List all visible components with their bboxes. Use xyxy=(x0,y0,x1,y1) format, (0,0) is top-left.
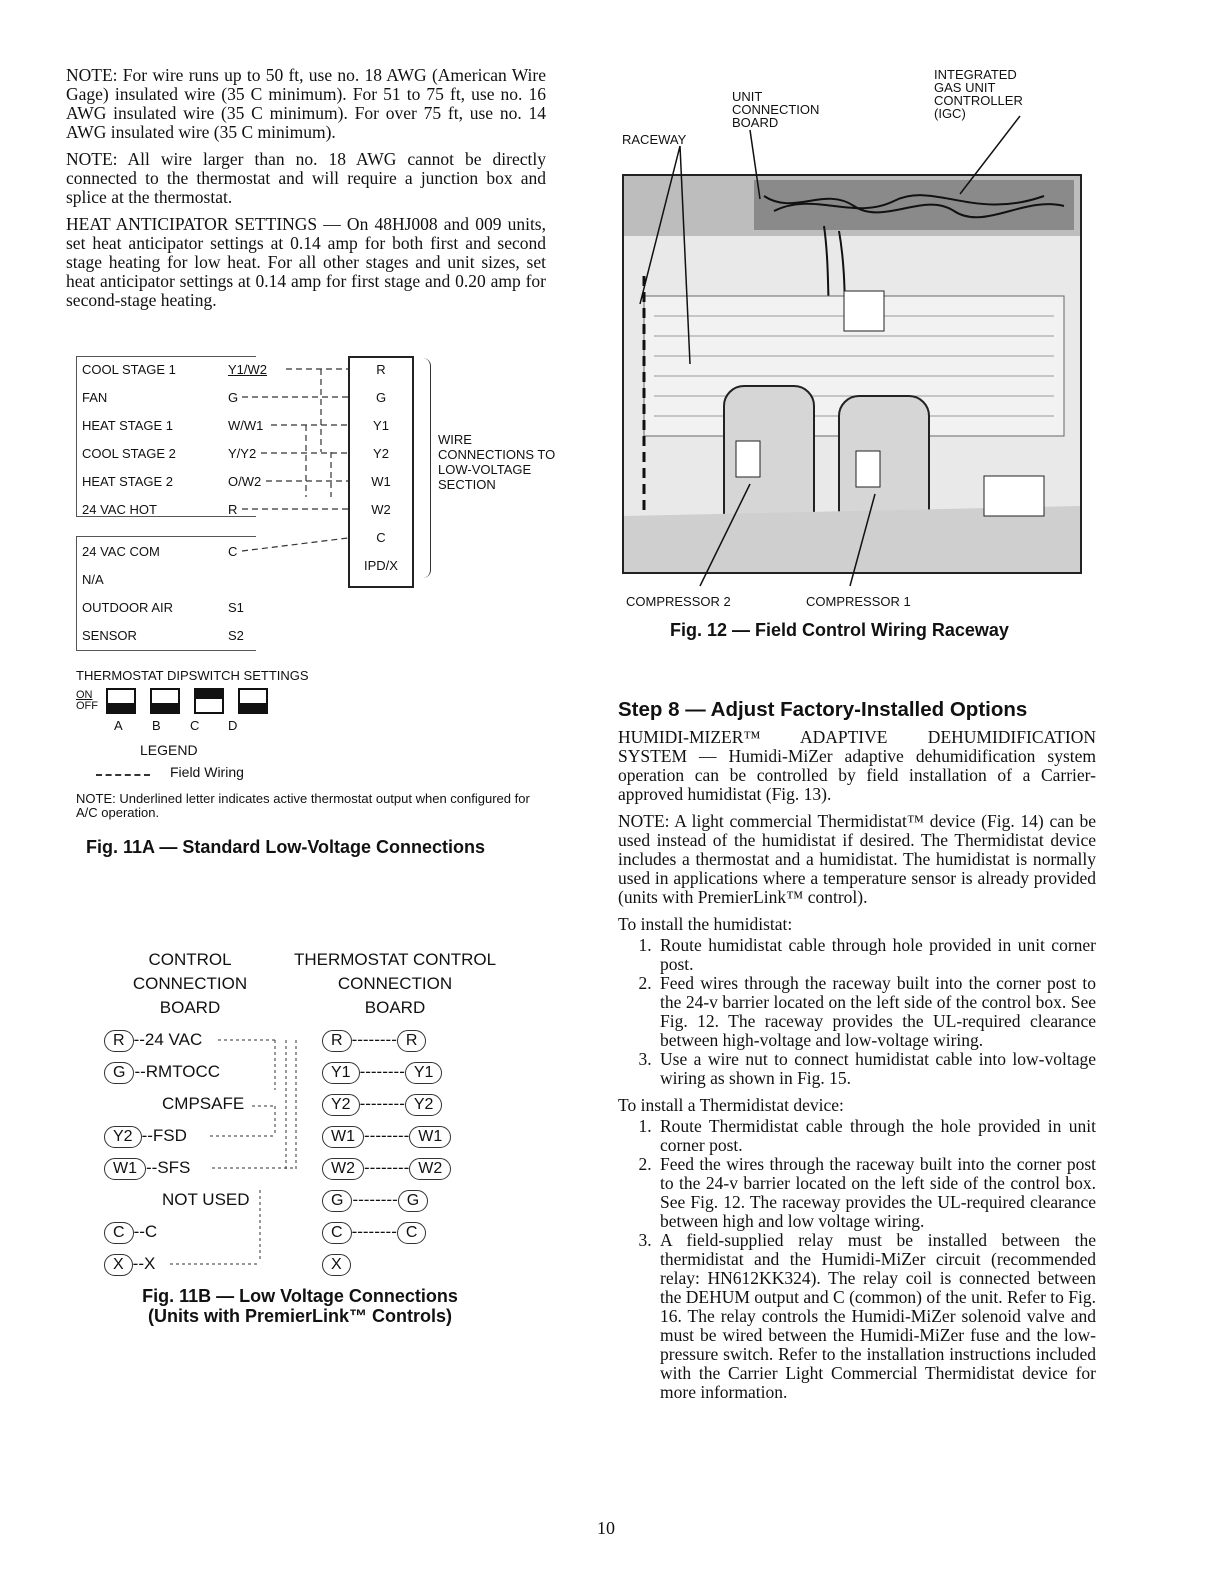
humidistat-steps xyxy=(618,936,1096,1088)
row-signal: Y/Y2 xyxy=(228,446,257,461)
row-label: N/A xyxy=(82,572,104,587)
row-label: SENSOR xyxy=(82,628,137,643)
terminal-x: X xyxy=(104,1254,133,1276)
item-label: 24 VAC xyxy=(144,1030,203,1049)
note-paragraph: NOTE: A light commercial Thermidistat™ device (Fig. 14) can be used instead of the humidistat if desired. The Thermidistat device includes a thermostat and a humidistat. The humidistat is normally used in applications where a temperature sensor is already provided (units with PremierLink™ control). xyxy=(618,811,1096,907)
legend-title: LEGEND xyxy=(140,742,198,758)
item-label: RMTOCC xyxy=(145,1062,221,1081)
list-item: 2. Feed the wires through the raceway built into the corner post to the 24-v barrier located on the left side of the control box. See Fig. 12. The raceway provides the UL-required clearance between high and low voltage wiring. xyxy=(656,1155,1096,1231)
row-label: HEAT STAGE 1 xyxy=(82,418,174,433)
label-integrated-gas-unit-controller: INTEGRATED GAS UNIT CONTROLLER (IGC) xyxy=(934,67,1023,121)
fig11a-note: NOTE: Underlined letter indicates active thermostat output when configured for A/C operation. xyxy=(76,791,530,820)
right-header-line: CONNECTION xyxy=(337,974,453,993)
item-label: SFS xyxy=(157,1158,191,1177)
row-label: COOL STAGE 2 xyxy=(82,446,176,461)
list-item: 3. A field-supplied relay must be installed between the thermidistat and the Humidi-MiZer circuit (recommended relay: HN612KK324). The relay coil is connected between the DEHUM output and C (common) of the unit. Refer to Fig. 16. The relay controls the Humidi-MiZer solenoid valve and must be wired between the Humidi-MiZer fuse and the low-pressure switch. Refer to the installation instructions included with the Carrier Light Commercial Thermidistat device for more information. xyxy=(656,1231,1096,1402)
legend-field-wiring: Field Wiring xyxy=(170,764,244,780)
fig12-leader-lines xyxy=(620,64,1090,624)
fig11b-caption-line1: Fig. 11B — Low Voltage Connections xyxy=(142,1286,458,1306)
row-signal: R xyxy=(228,502,238,517)
fig11b-caption-line2: (Units with PremierLink™ Controls) xyxy=(147,1306,453,1326)
tstat-terminal: G xyxy=(398,1190,428,1212)
step-heading: Step 8 — Adjust Factory-Installed Options xyxy=(618,698,1028,721)
row-signal: W/W1 xyxy=(228,418,264,433)
label-compressor-1: COMPRESSOR 1 xyxy=(806,594,911,609)
tstat-terminal: Y1 xyxy=(405,1062,443,1084)
left-header-line: CONTROL xyxy=(148,950,232,969)
right-text-block xyxy=(618,698,1096,1410)
left-header-line: CONNECTION xyxy=(132,974,248,993)
item-label: X xyxy=(144,1254,156,1273)
humidistat-intro: To install the humidistat: xyxy=(618,914,793,934)
dip-letter: B xyxy=(152,718,161,733)
item-label: C xyxy=(144,1222,158,1241)
row-label: COOL STAGE 1 xyxy=(82,362,176,377)
tstat-terminal: Y2 xyxy=(322,1094,360,1116)
tstat-terminal: W1 xyxy=(322,1126,364,1148)
dip-letter: C xyxy=(190,718,200,733)
dip-letter: A xyxy=(114,718,123,733)
dip-off-label: OFF xyxy=(76,700,98,712)
left-header-line: BOARD xyxy=(159,998,221,1017)
tstat-terminal: W1 xyxy=(409,1126,451,1148)
terminal-label: Y1 xyxy=(373,418,389,433)
paragraph-wire-runs: NOTE: For wire runs up to 50 ft, use no. 18 AWG (American Wire Gage) insulated wire (35 C minimum). For 51 to 75 ft, use no. 16 AWG insulated wire (35 C minimum). For over 75 ft, use no. 14 AWG insulated wire (35 C minimum). xyxy=(66,65,546,142)
row-label: HEAT STAGE 2 xyxy=(82,474,174,489)
fig11a-caption: Fig. 11A — Standard Low-Voltage Connections xyxy=(86,837,486,857)
row-signal: G xyxy=(228,390,239,405)
terminal-y2: Y2 xyxy=(104,1126,142,1148)
row-label: OUTDOOR AIR xyxy=(82,600,174,615)
right-header-line: THERMOSTAT CONTROL xyxy=(293,950,497,969)
dip-switch-b xyxy=(150,688,180,714)
terminal-r: R xyxy=(104,1030,134,1052)
label-compressor-2: COMPRESSOR 2 xyxy=(626,594,731,609)
legend-dash-icon xyxy=(96,774,150,776)
item-label: NOT USED xyxy=(162,1190,250,1209)
label-raceway: RACEWAY xyxy=(622,132,687,147)
tstat-terminal: W2 xyxy=(322,1158,364,1180)
tstat-terminal: G xyxy=(322,1190,352,1212)
paragraph-wire-larger: NOTE: All wire larger than no. 18 AWG cannot be directly connected to the thermostat and will require a junction box and splice at the thermostat. xyxy=(66,149,546,207)
terminal-label: R xyxy=(376,362,386,377)
label-unit-connection-board: UNIT CONNECTION BOARD xyxy=(732,89,820,130)
list-item: 1. Route humidistat cable through hole provided in unit corner post. xyxy=(656,936,1096,974)
dip-switch-d xyxy=(238,688,268,714)
row-label: 24 VAC HOT xyxy=(82,502,157,517)
terminal-g: G xyxy=(104,1062,134,1084)
row-signal: S1 xyxy=(228,600,244,615)
right-header-line: BOARD xyxy=(364,998,426,1017)
dip-switch-a xyxy=(106,688,136,714)
terminal-label: W1 xyxy=(371,474,391,489)
tstat-terminal: Y1 xyxy=(322,1062,360,1084)
terminal-label: C xyxy=(376,530,386,545)
terminal-c: C xyxy=(104,1222,134,1244)
terminal-label: Y2 xyxy=(373,446,389,461)
fig11b-wiring-lines xyxy=(100,1030,320,1290)
row-signal: Y1/W2 xyxy=(228,362,268,377)
wire-connections-label: WIRE CONNECTIONS TO LOW-VOLTAGE SECTION xyxy=(438,432,556,492)
left-text-block xyxy=(66,66,546,318)
figure-12 xyxy=(620,64,1090,654)
figure-11b: CONTROL CONNECTION BOARD THERMOSTAT CONTROL CONNECTION BOARD R --24 VAC G --RMTOCC CMPSAFE Y2 --FSD W1 --SFS NOT USED C --C X --X R -------- R Y1 -------- Y1 Y2 -------- Y2 W1 -------- W1 W2 -------- W2 G -------- G C -------- C X Fig. 11B — Low Voltage Connections (Units with PremierLink™ Controls) xyxy=(100,948,550,1338)
tstat-terminal: X xyxy=(322,1254,351,1276)
dipswitch-title: THERMOSTAT DIPSWITCH SETTINGS xyxy=(76,668,309,683)
row-signal: C xyxy=(228,544,238,559)
list-item: 3. Use a wire nut to connect humidistat cable into low-voltage wiring as shown in Fig. 15. xyxy=(656,1050,1096,1088)
terminal-label: IPD/X xyxy=(364,558,398,573)
terminal-label: G xyxy=(375,390,387,405)
tstat-terminal: C xyxy=(397,1222,427,1244)
row-signal: S2 xyxy=(228,628,244,643)
thermidistat-steps xyxy=(618,1117,1096,1402)
figure-11a xyxy=(66,352,556,872)
row-signal: O/W2 xyxy=(228,474,262,489)
thermidistat-intro: To install a Thermidistat device: xyxy=(618,1095,844,1115)
item-label: FSD xyxy=(152,1126,187,1145)
row-label: FAN xyxy=(82,390,108,405)
tstat-terminal: Y2 xyxy=(405,1094,443,1116)
dip-switch-c xyxy=(194,688,224,714)
list-item: 1. Route Thermidistat cable through the hole provided in unit corner post. xyxy=(656,1117,1096,1155)
page-number: 10 xyxy=(597,1518,615,1538)
paragraph-heat-anticipator: HEAT ANTICIPATOR SETTINGS — On 48HJ008 and 009 units, set heat anticipator settings at 0.14 amp for both first and second stage heating for low heat. For all other stages and unit sizes, set heat anticipator settings at 0.14 amp for first stage and 0.20 amp for second-stage heating. xyxy=(66,214,546,310)
tstat-terminal: R xyxy=(322,1030,352,1052)
row-label: 24 VAC COM xyxy=(82,544,160,559)
tstat-terminal: W2 xyxy=(409,1158,451,1180)
list-item: 2. Feed wires through the raceway built into the corner post to the 24-v barrier located on the left side of the control box. See Fig. 12. The raceway provides the UL-required clearance between high-voltage and low-voltage wiring. xyxy=(656,974,1096,1050)
dip-on-label: ON xyxy=(76,689,93,701)
tstat-terminal: C xyxy=(322,1222,352,1244)
terminal-w1: W1 xyxy=(104,1158,146,1180)
terminal-label: W2 xyxy=(371,502,391,517)
intro-paragraph: HUMIDI-MIZER™ ADAPTIVE DEHUMIDIFICATION SYSTEM — Humidi-MiZer adaptive dehumidification system operation can be controlled by field installation of a Carrier-approved humidistat (Fig. 13). xyxy=(618,727,1096,804)
fig12-caption: Fig. 12 — Field Control Wiring Raceway xyxy=(670,620,1009,640)
dipswitch-row xyxy=(106,688,278,719)
dip-letter: D xyxy=(228,718,238,733)
tstat-terminal: R xyxy=(397,1030,427,1052)
item-label: CMPSAFE xyxy=(162,1094,245,1113)
